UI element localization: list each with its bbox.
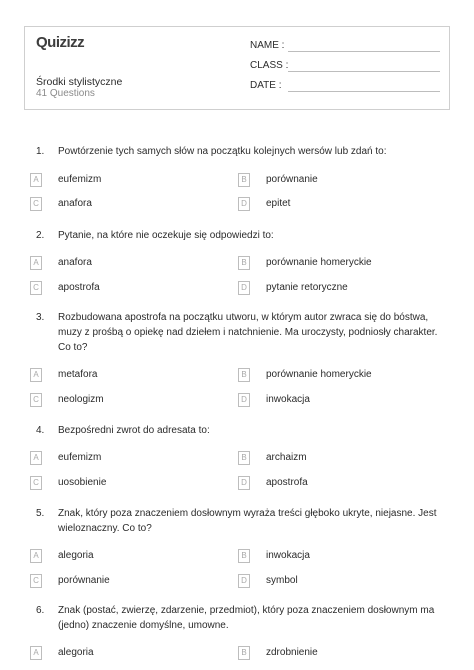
question-text: Pytanie, na które nie oczekuje się odpowiedzi to:: [58, 230, 274, 241]
option-letter-box: A: [30, 451, 42, 465]
name-label: NAME :: [250, 40, 285, 51]
question-count: 41 Questions: [36, 88, 95, 99]
option-letter-box: B: [238, 549, 250, 563]
option-text: pytanie retoryczne: [266, 282, 348, 293]
option-letter-box: A: [30, 173, 42, 187]
date-label: DATE :: [250, 80, 282, 91]
option-text: anafora: [58, 257, 92, 268]
option-letter-box: B: [238, 256, 250, 270]
class-line: [288, 71, 440, 72]
question-number: 6.: [36, 605, 45, 616]
option-text: epitet: [266, 198, 291, 209]
option-text: neologizm: [58, 394, 104, 405]
option-text: eufemizm: [58, 174, 102, 185]
option-text: porównanie homeryckie: [266, 369, 372, 380]
option-letter-box: B: [238, 173, 250, 187]
option-letter-box: C: [30, 476, 42, 490]
worksheet-title: Środki stylistyczne: [36, 76, 123, 88]
option-text: apostrofa: [58, 282, 100, 293]
question-text: Rozbudowana apostrofa na początku utworu, w którym autor zwraca się do bóstwa, muzy z prośbą o opiekę nad dziełem i natchnienie. Ma uroczysty, podniosły charakter. Co to?: [58, 312, 438, 353]
option-text: inwokacja: [266, 550, 310, 561]
option-letter-box: D: [238, 476, 250, 490]
question-text: Powtórzenie tych samych słów na początku kolejnych wersów lub zdań to:: [58, 146, 387, 157]
date-field[interactable]: [250, 80, 440, 94]
option-letter-box: D: [238, 281, 250, 295]
option-text: apostrofa: [266, 477, 308, 488]
quizizz-logo: Quizizz: [36, 34, 85, 51]
option-text: zdrobnienie: [266, 647, 318, 658]
question-number: 2.: [36, 230, 45, 241]
name-line: [288, 51, 440, 52]
question-text: Znak (postać, zwierzę, zdarzenie, przedmiot), który poza znaczeniem dosłownym ma (jedno) znaczenie domyślne, umowne.: [58, 605, 435, 631]
option-text: metafora: [58, 369, 98, 380]
option-letter-box: D: [238, 393, 250, 407]
date-line: [288, 91, 440, 92]
option-letter-box: C: [30, 281, 42, 295]
class-field[interactable]: [250, 60, 440, 74]
option-text: inwokacja: [266, 394, 310, 405]
option-letter-box: B: [238, 368, 250, 382]
option-letter-box: D: [238, 574, 250, 588]
option-text: archaizm: [266, 452, 307, 463]
name-field[interactable]: [250, 40, 440, 54]
question-number: 4.: [36, 425, 45, 436]
option-text: symbol: [266, 575, 298, 586]
option-letter-box: A: [30, 646, 42, 660]
option-letter-box: D: [238, 197, 250, 211]
option-letter-box: B: [238, 646, 250, 660]
option-text: porównanie homeryckie: [266, 257, 372, 268]
question-number: 5.: [36, 508, 45, 519]
option-letter-box: A: [30, 549, 42, 563]
option-text: eufemizm: [58, 452, 102, 463]
option-text: alegoria: [58, 550, 94, 561]
class-label: CLASS :: [250, 60, 289, 71]
option-letter-box: C: [30, 197, 42, 211]
question-number: 1.: [36, 146, 45, 157]
option-letter-box: A: [30, 368, 42, 382]
question-number: 3.: [36, 312, 45, 323]
option-text: anafora: [58, 198, 92, 209]
option-text: porównanie: [266, 174, 318, 185]
option-letter-box: C: [30, 393, 42, 407]
option-letter-box: A: [30, 256, 42, 270]
option-text: porównanie: [58, 575, 110, 586]
option-letter-box: B: [238, 451, 250, 465]
question-text: Znak, który poza znaczeniem dosłownym wyraża treści głęboko ukryte, niejasne. Jest wieloznaczny. Co to?: [58, 508, 437, 534]
option-letter-box: C: [30, 574, 42, 588]
option-text: uosobienie: [58, 477, 107, 488]
question-text: Bezpośredni zwrot do adresata to:: [58, 425, 210, 436]
option-text: alegoria: [58, 647, 94, 658]
